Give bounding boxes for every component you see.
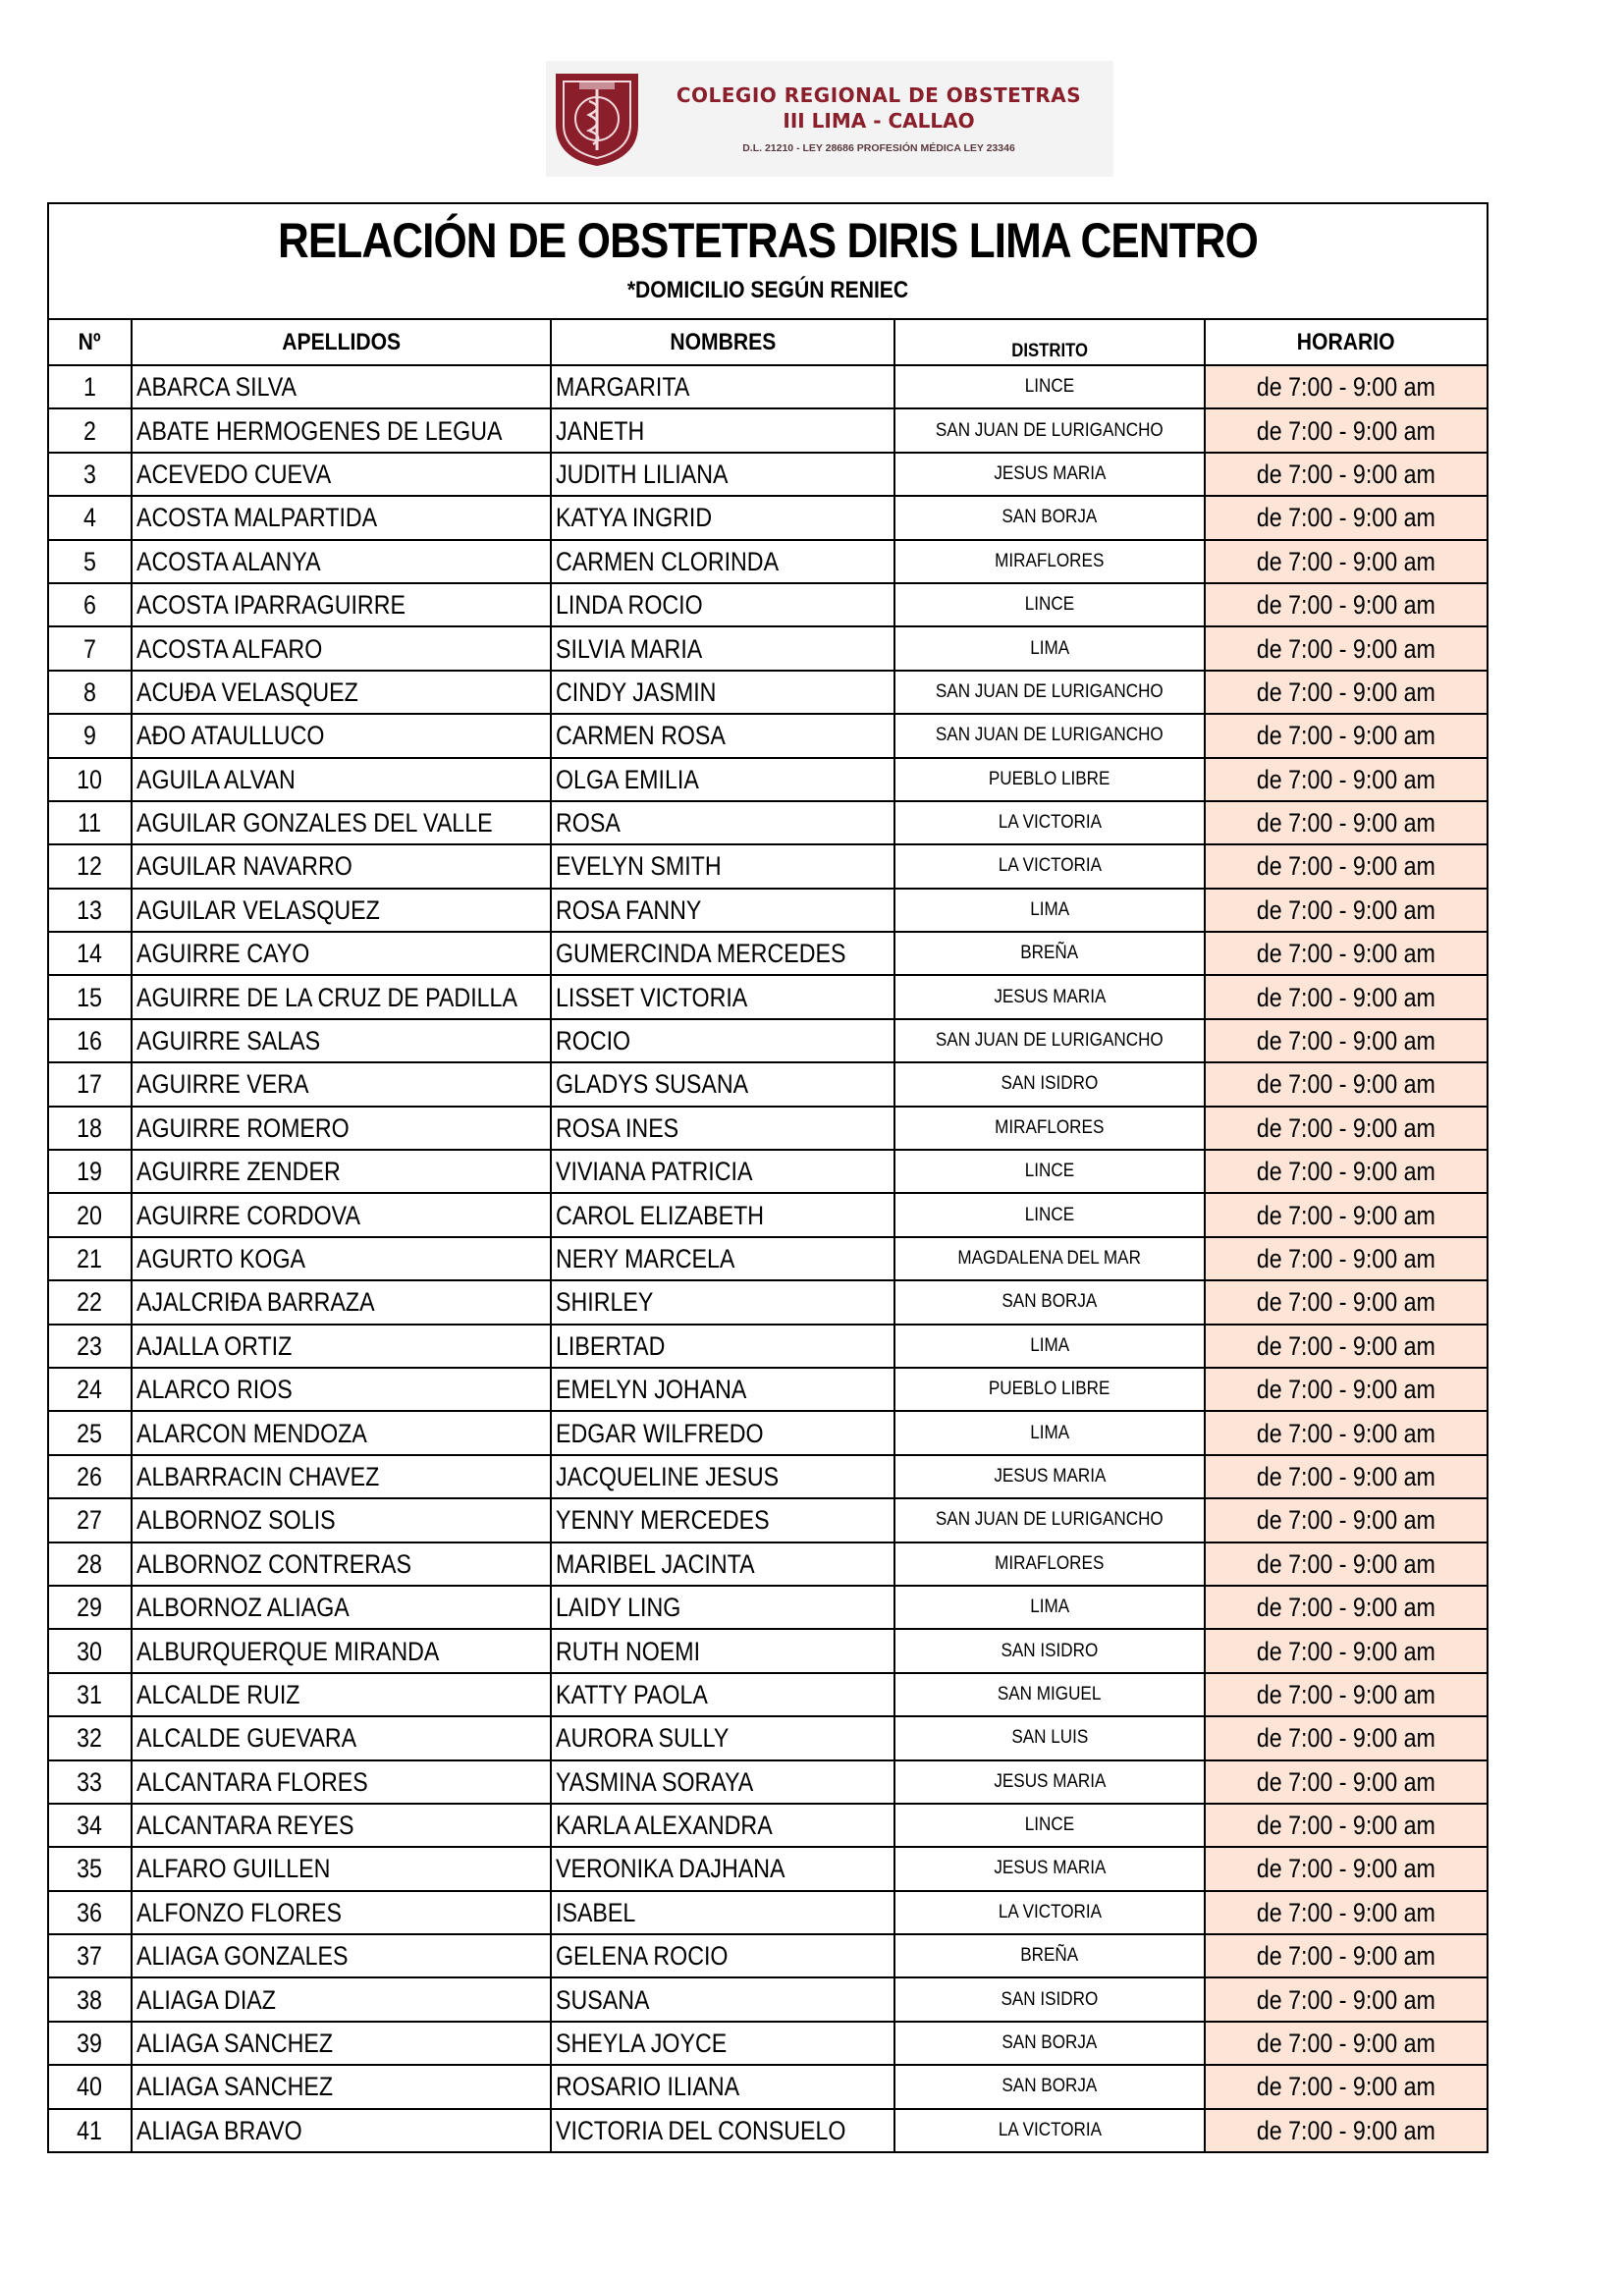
cell-distrito: LA VICTORIA: [894, 801, 1205, 844]
cell-num: 18: [49, 1107, 132, 1150]
table-row: [49, 1193, 1487, 1236]
cell-nombres: NERY MARCELA: [551, 1237, 894, 1280]
cell-nombres: YASMINA SORAYA: [551, 1760, 894, 1804]
table-row: [49, 1107, 1487, 1150]
cell-nombres: JUDITH LILIANA: [551, 453, 894, 496]
cell-distrito: SAN ISIDRO: [894, 1629, 1205, 1672]
cell-num: 6: [49, 583, 132, 626]
cell-horario: de 7:00 - 9:00 am: [1205, 1411, 1487, 1454]
cell-nombres: SUSANA: [551, 1977, 894, 2021]
cell-apellidos: AGUILA ALVAN: [132, 758, 551, 801]
cell-distrito: LIMA: [894, 1325, 1205, 1368]
cell-nombres: KATTY PAOLA: [551, 1673, 894, 1716]
cell-distrito: SAN ISIDRO: [894, 1062, 1205, 1106]
cell-horario: de 7:00 - 9:00 am: [1205, 1629, 1487, 1672]
cell-num: 34: [49, 1804, 132, 1847]
cell-nombres: ROSA FANNY: [551, 889, 894, 932]
cell-distrito: LA VICTORIA: [894, 2109, 1205, 2151]
cell-num: 15: [49, 975, 132, 1018]
cell-horario: de 7:00 - 9:00 am: [1205, 758, 1487, 801]
cell-distrito: SAN JUAN DE LURIGANCHO: [894, 671, 1205, 714]
cell-num: 10: [49, 758, 132, 801]
table-row: [49, 889, 1487, 932]
cell-apellidos: ALFONZO FLORES: [132, 1891, 551, 1934]
cell-horario: de 7:00 - 9:00 am: [1205, 1934, 1487, 1977]
cell-nombres: GLADYS SUSANA: [551, 1062, 894, 1106]
cell-nombres: CINDY JASMIN: [551, 671, 894, 714]
cell-apellidos: ALIAGA DIAZ: [132, 1977, 551, 2021]
table-row: [49, 408, 1487, 452]
cell-apellidos: ALARCON MENDOZA: [132, 1411, 551, 1454]
cell-apellidos: ACUÐA VELASQUEZ: [132, 671, 551, 714]
cell-num: 30: [49, 1629, 132, 1672]
page-subtitle: *DOMICILIO SEGÚN RENIEC: [626, 277, 909, 303]
logo-text: [644, 83, 1113, 154]
table-row: [49, 1062, 1487, 1106]
cell-distrito: JESUS MARIA: [894, 1760, 1205, 1804]
cell-apellidos: AGUILAR NAVARRO: [132, 844, 551, 888]
cell-nombres: GELENA ROCIO: [551, 1934, 894, 1977]
table-row: [49, 1586, 1487, 1629]
header-logo: [546, 61, 1113, 177]
cell-apellidos: ACOSTA IPARRAGUIRRE: [132, 583, 551, 626]
cell-horario: de 7:00 - 9:00 am: [1205, 540, 1487, 583]
cell-num: 8: [49, 671, 132, 714]
cell-apellidos: ABARCA SILVA: [132, 365, 551, 408]
table-row: [49, 975, 1487, 1018]
table-row: [49, 496, 1487, 539]
cell-nombres: SHEYLA JOYCE: [551, 2022, 894, 2065]
cell-nombres: EDGAR WILFREDO: [551, 1411, 894, 1454]
table-row: [49, 365, 1487, 408]
column-header-horario: HORARIO: [1205, 320, 1487, 365]
cell-num: 29: [49, 1586, 132, 1629]
table-row: [49, 2109, 1487, 2151]
obstetras-table-frame: [47, 202, 1489, 2153]
cell-nombres: EVELYN SMITH: [551, 844, 894, 888]
cell-num: 14: [49, 932, 132, 975]
cell-nombres: GUMERCINDA MERCEDES: [551, 932, 894, 975]
column-header-distrito: DISTRITO: [894, 320, 1205, 365]
cell-distrito: MIRAFLORES: [894, 540, 1205, 583]
table-row: [49, 1150, 1487, 1193]
cell-num: 39: [49, 2022, 132, 2065]
cell-horario: de 7:00 - 9:00 am: [1205, 801, 1487, 844]
cell-apellidos: ALIAGA SANCHEZ: [132, 2065, 551, 2108]
cell-num: 21: [49, 1237, 132, 1280]
table-row: [49, 1542, 1487, 1586]
cell-distrito: LA VICTORIA: [894, 844, 1205, 888]
org-region: III LIMA - CALLAO: [783, 109, 975, 133]
cell-num: 38: [49, 1977, 132, 2021]
cell-nombres: ISABEL: [551, 1891, 894, 1934]
table-row: [49, 1498, 1487, 1542]
cell-distrito: LINCE: [894, 1193, 1205, 1236]
cell-nombres: MARGARITA: [551, 365, 894, 408]
cell-horario: de 7:00 - 9:00 am: [1205, 2022, 1487, 2065]
table-row: [49, 1280, 1487, 1324]
column-header-num: Nº: [49, 320, 132, 365]
cell-distrito: LA VICTORIA: [894, 1891, 1205, 1934]
table-row: [49, 1760, 1487, 1804]
cell-num: 24: [49, 1368, 132, 1411]
table-row: [49, 932, 1487, 975]
cell-distrito: LINCE: [894, 1150, 1205, 1193]
table-row: [49, 453, 1487, 496]
cell-nombres: ROSA: [551, 801, 894, 844]
table-row: [49, 1977, 1487, 2021]
cell-num: 12: [49, 844, 132, 888]
cell-apellidos: AGURTO KOGA: [132, 1237, 551, 1280]
table-row: [49, 2022, 1487, 2065]
cell-distrito: SAN BORJA: [894, 2022, 1205, 2065]
cell-horario: de 7:00 - 9:00 am: [1205, 1193, 1487, 1236]
cell-num: 37: [49, 1934, 132, 1977]
column-header-apellidos: APELLIDOS: [132, 320, 551, 365]
cell-apellidos: ALCANTARA FLORES: [132, 1760, 551, 1804]
cell-horario: de 7:00 - 9:00 am: [1205, 2109, 1487, 2151]
cell-apellidos: AGUIRRE DE LA CRUZ DE PADILLA: [132, 975, 551, 1018]
cell-num: 32: [49, 1716, 132, 1759]
cell-distrito: JESUS MARIA: [894, 453, 1205, 496]
cell-distrito: LIMA: [894, 1411, 1205, 1454]
cell-num: 31: [49, 1673, 132, 1716]
cell-horario: de 7:00 - 9:00 am: [1205, 844, 1487, 888]
cell-num: 7: [49, 626, 132, 670]
cell-num: 5: [49, 540, 132, 583]
cell-nombres: SILVIA MARIA: [551, 626, 894, 670]
cell-distrito: BREÑA: [894, 932, 1205, 975]
table-row: [49, 1455, 1487, 1498]
cell-num: 25: [49, 1411, 132, 1454]
cell-horario: de 7:00 - 9:00 am: [1205, 1542, 1487, 1586]
table-body: [49, 365, 1487, 2151]
cell-num: 20: [49, 1193, 132, 1236]
cell-apellidos: ACEVEDO CUEVA: [132, 453, 551, 496]
cell-apellidos: ALFARO GUILLEN: [132, 1847, 551, 1890]
cell-horario: de 7:00 - 9:00 am: [1205, 1760, 1487, 1804]
cell-num: 22: [49, 1280, 132, 1324]
table-row: [49, 671, 1487, 714]
cell-apellidos: AGUIRRE CAYO: [132, 932, 551, 975]
cell-distrito: SAN ISIDRO: [894, 1977, 1205, 2021]
cell-distrito: JESUS MARIA: [894, 975, 1205, 1018]
cell-distrito: LIMA: [894, 1586, 1205, 1629]
cell-nombres: CARMEN ROSA: [551, 714, 894, 757]
cell-distrito: MAGDALENA DEL MAR: [894, 1237, 1205, 1280]
cell-apellidos: ALIAGA SANCHEZ: [132, 2022, 551, 2065]
cell-nombres: ROCIO: [551, 1019, 894, 1062]
org-name: COLEGIO REGIONAL DE OBSTETRAS: [676, 83, 1082, 107]
cell-nombres: RUTH NOEMI: [551, 1629, 894, 1672]
cell-horario: de 7:00 - 9:00 am: [1205, 671, 1487, 714]
cell-num: 1: [49, 365, 132, 408]
cell-apellidos: ALCANTARA REYES: [132, 1804, 551, 1847]
cell-num: 33: [49, 1760, 132, 1804]
table-row: [49, 626, 1487, 670]
cell-nombres: MARIBEL JACINTA: [551, 1542, 894, 1586]
cell-nombres: CAROL ELIZABETH: [551, 1193, 894, 1236]
cell-nombres: SHIRLEY: [551, 1280, 894, 1324]
cell-apellidos: ALBURQUERQUE MIRANDA: [132, 1629, 551, 1672]
cell-num: 41: [49, 2109, 132, 2151]
cell-apellidos: ALIAGA GONZALES: [132, 1934, 551, 1977]
cell-num: 26: [49, 1455, 132, 1498]
cell-apellidos: ALCALDE GUEVARA: [132, 1716, 551, 1759]
college-seal-icon: [550, 68, 644, 170]
cell-apellidos: ALBORNOZ SOLIS: [132, 1498, 551, 1542]
cell-horario: de 7:00 - 9:00 am: [1205, 1368, 1487, 1411]
cell-horario: de 7:00 - 9:00 am: [1205, 975, 1487, 1018]
cell-apellidos: AJALCRIÐA BARRAZA: [132, 1280, 551, 1324]
cell-distrito: MIRAFLORES: [894, 1107, 1205, 1150]
cell-num: 19: [49, 1150, 132, 1193]
cell-horario: de 7:00 - 9:00 am: [1205, 932, 1487, 975]
cell-nombres: LISSET VICTORIA: [551, 975, 894, 1018]
cell-distrito: JESUS MARIA: [894, 1847, 1205, 1890]
cell-distrito: MIRAFLORES: [894, 1542, 1205, 1586]
cell-num: 16: [49, 1019, 132, 1062]
table-row: [49, 1716, 1487, 1759]
table-row: [49, 1019, 1487, 1062]
table-row: [49, 1673, 1487, 1716]
cell-horario: de 7:00 - 9:00 am: [1205, 1019, 1487, 1062]
cell-distrito: PUEBLO LIBRE: [894, 1368, 1205, 1411]
cell-horario: de 7:00 - 9:00 am: [1205, 1062, 1487, 1106]
cell-distrito: SAN BORJA: [894, 1280, 1205, 1324]
cell-distrito: LINCE: [894, 365, 1205, 408]
cell-distrito: BREÑA: [894, 1934, 1205, 1977]
cell-nombres: ROSA INES: [551, 1107, 894, 1150]
cell-distrito: SAN LUIS: [894, 1716, 1205, 1759]
cell-num: 13: [49, 889, 132, 932]
cell-distrito: LIMA: [894, 626, 1205, 670]
cell-horario: de 7:00 - 9:00 am: [1205, 1977, 1487, 2021]
cell-apellidos: ALARCO RIOS: [132, 1368, 551, 1411]
cell-distrito: JESUS MARIA: [894, 1455, 1205, 1498]
cell-distrito: SAN JUAN DE LURIGANCHO: [894, 408, 1205, 452]
cell-distrito: SAN BORJA: [894, 2065, 1205, 2108]
title-box: [49, 204, 1487, 320]
cell-distrito: SAN MIGUEL: [894, 1673, 1205, 1716]
cell-apellidos: ALBARRACIN CHAVEZ: [132, 1455, 551, 1498]
cell-distrito: SAN JUAN DE LURIGANCHO: [894, 1019, 1205, 1062]
cell-num: 28: [49, 1542, 132, 1586]
cell-apellidos: AJALLA ORTIZ: [132, 1325, 551, 1368]
cell-horario: de 7:00 - 9:00 am: [1205, 1891, 1487, 1934]
cell-nombres: AURORA SULLY: [551, 1716, 894, 1759]
cell-distrito: SAN JUAN DE LURIGANCHO: [894, 1498, 1205, 1542]
cell-nombres: LINDA ROCIO: [551, 583, 894, 626]
cell-apellidos: AGUIRRE CORDOVA: [132, 1193, 551, 1236]
cell-num: 17: [49, 1062, 132, 1106]
cell-apellidos: ALIAGA BRAVO: [132, 2109, 551, 2151]
table-row: [49, 1237, 1487, 1280]
cell-nombres: CARMEN CLORINDA: [551, 540, 894, 583]
cell-nombres: LAIDY LING: [551, 1586, 894, 1629]
cell-apellidos: ACOSTA MALPARTIDA: [132, 496, 551, 539]
cell-horario: de 7:00 - 9:00 am: [1205, 714, 1487, 757]
cell-nombres: YENNY MERCEDES: [551, 1498, 894, 1542]
table-row: [49, 844, 1487, 888]
cell-horario: de 7:00 - 9:00 am: [1205, 889, 1487, 932]
table-row: [49, 1934, 1487, 1977]
cell-distrito: LINCE: [894, 1804, 1205, 1847]
cell-apellidos: ALBORNOZ CONTRERAS: [132, 1542, 551, 1586]
cell-distrito: SAN JUAN DE LURIGANCHO: [894, 714, 1205, 757]
cell-nombres: ROSARIO ILIANA: [551, 2065, 894, 2108]
cell-nombres: VICTORIA DEL CONSUELO: [551, 2109, 894, 2151]
table-row: [49, 758, 1487, 801]
cell-nombres: JANETH: [551, 408, 894, 452]
cell-nombres: JACQUELINE JESUS: [551, 1455, 894, 1498]
cell-apellidos: ACOSTA ALANYA: [132, 540, 551, 583]
cell-horario: de 7:00 - 9:00 am: [1205, 583, 1487, 626]
cell-num: 3: [49, 453, 132, 496]
cell-horario: de 7:00 - 9:00 am: [1205, 1455, 1487, 1498]
table-row: [49, 1368, 1487, 1411]
cell-nombres: EMELYN JOHANA: [551, 1368, 894, 1411]
table-row: [49, 540, 1487, 583]
cell-horario: de 7:00 - 9:00 am: [1205, 626, 1487, 670]
table-row: [49, 1804, 1487, 1847]
cell-horario: de 7:00 - 9:00 am: [1205, 1107, 1487, 1150]
cell-horario: de 7:00 - 9:00 am: [1205, 1280, 1487, 1324]
cell-horario: de 7:00 - 9:00 am: [1205, 1673, 1487, 1716]
cell-num: 9: [49, 714, 132, 757]
cell-nombres: OLGA EMILIA: [551, 758, 894, 801]
column-header-nombres: NOMBRES: [551, 320, 894, 365]
cell-apellidos: AÐO ATAULLUCO: [132, 714, 551, 757]
cell-horario: de 7:00 - 9:00 am: [1205, 1847, 1487, 1890]
cell-nombres: KATYA INGRID: [551, 496, 894, 539]
table-row: [49, 1411, 1487, 1454]
cell-apellidos: AGUIRRE VERA: [132, 1062, 551, 1106]
cell-horario: de 7:00 - 9:00 am: [1205, 365, 1487, 408]
table-row: [49, 1325, 1487, 1368]
table-row: [49, 1847, 1487, 1890]
cell-apellidos: ACOSTA ALFARO: [132, 626, 551, 670]
cell-num: 40: [49, 2065, 132, 2108]
table-row: [49, 1891, 1487, 1934]
cell-apellidos: AGUILAR VELASQUEZ: [132, 889, 551, 932]
cell-num: 27: [49, 1498, 132, 1542]
table-row: [49, 2065, 1487, 2108]
cell-num: 36: [49, 1891, 132, 1934]
cell-horario: de 7:00 - 9:00 am: [1205, 1150, 1487, 1193]
cell-horario: de 7:00 - 9:00 am: [1205, 1804, 1487, 1847]
page-title: RELACIÓN DE OBSTETRAS DIRIS LIMA CENTRO: [277, 213, 1259, 268]
table-row: [49, 801, 1487, 844]
cell-horario: de 7:00 - 9:00 am: [1205, 1237, 1487, 1280]
cell-num: 35: [49, 1847, 132, 1890]
cell-apellidos: AGUIRRE ROMERO: [132, 1107, 551, 1150]
cell-apellidos: AGUILAR GONZALES DEL VALLE: [132, 801, 551, 844]
cell-horario: de 7:00 - 9:00 am: [1205, 1325, 1487, 1368]
cell-distrito: SAN BORJA: [894, 496, 1205, 539]
cell-num: 23: [49, 1325, 132, 1368]
table-row: [49, 714, 1487, 757]
table-header-row: [49, 320, 1487, 365]
cell-num: 4: [49, 496, 132, 539]
cell-horario: de 7:00 - 9:00 am: [1205, 1716, 1487, 1759]
obstetras-table: [49, 320, 1487, 2151]
cell-horario: de 7:00 - 9:00 am: [1205, 408, 1487, 452]
cell-nombres: VERONIKA DAJHANA: [551, 1847, 894, 1890]
cell-horario: de 7:00 - 9:00 am: [1205, 2065, 1487, 2108]
cell-num: 2: [49, 408, 132, 452]
cell-apellidos: AGUIRRE ZENDER: [132, 1150, 551, 1193]
cell-nombres: KARLA ALEXANDRA: [551, 1804, 894, 1847]
cell-apellidos: ABATE HERMOGENES DE LEGUA: [132, 408, 551, 452]
cell-horario: de 7:00 - 9:00 am: [1205, 496, 1487, 539]
cell-nombres: LIBERTAD: [551, 1325, 894, 1368]
cell-horario: de 7:00 - 9:00 am: [1205, 1498, 1487, 1542]
cell-apellidos: ALCALDE RUIZ: [132, 1673, 551, 1716]
cell-horario: de 7:00 - 9:00 am: [1205, 1586, 1487, 1629]
cell-distrito: LINCE: [894, 583, 1205, 626]
cell-horario: de 7:00 - 9:00 am: [1205, 453, 1487, 496]
table-row: [49, 1629, 1487, 1672]
cell-distrito: LIMA: [894, 889, 1205, 932]
cell-nombres: VIVIANA PATRICIA: [551, 1150, 894, 1193]
org-legal-ref: D.L. 21210 - LEY 28686 PROFESIÓN MÉDICA LEY 23346: [742, 142, 1015, 154]
table-row: [49, 583, 1487, 626]
cell-distrito: PUEBLO LIBRE: [894, 758, 1205, 801]
cell-apellidos: AGUIRRE SALAS: [132, 1019, 551, 1062]
cell-num: 11: [49, 801, 132, 844]
cell-apellidos: ALBORNOZ ALIAGA: [132, 1586, 551, 1629]
